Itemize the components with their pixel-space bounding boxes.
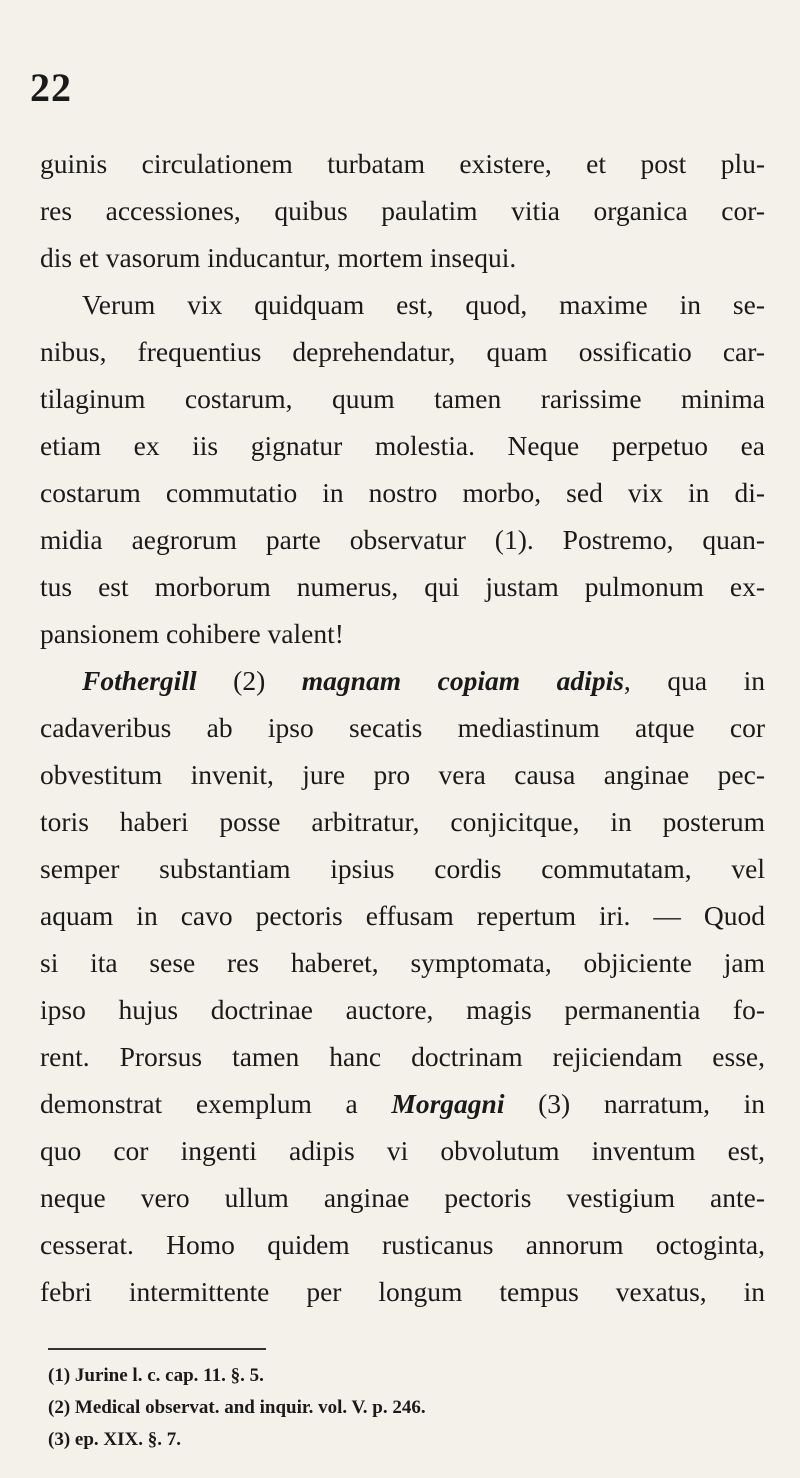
body-text [40,140,765,1315]
text-line: cesserat. Homo quidem rusticanus annorum octoginta, [40,1229,765,1260]
text-line: costarum commutatio in nostro morbo, sed vix in di- [40,477,765,508]
text-line: guinis circulationem turbatam existere, et post plu- [40,148,765,179]
text-line: quo cor ingenti adipis vi obvolutum inventum est, [40,1135,765,1166]
footnote-divider [48,1348,266,1350]
text-line: Verum vix quidquam est, quod, maxime in se- [82,289,765,320]
footnote: (1) Jurine l. c. cap. 11. §. 5. [48,1365,264,1386]
text-line: rent. Prorsus tamen hanc doctrinam rejiciendam esse, [40,1041,765,1072]
author-name-fothergill: Fothergill [82,665,197,696]
author-name-morgagni: Morgagni [391,1088,505,1119]
text-line: aquam in cavo pectoris effusam repertum iri. — Quod [40,900,765,931]
text-line: febri intermittente per longum tempus vexatus, in [40,1276,765,1307]
text-line: toris haberi posse arbitratur, conjicitque, in posterum [40,806,765,837]
text-line: semper substantiam ipsius cordis commutatam, vel [40,853,765,884]
text-line-with-emphasis [40,657,765,704]
page-number: 22 [30,65,72,110]
text-line: si ita sese res haberet, symptomata, objiciente jam [40,947,765,978]
text-line: pansionem cohibere valent! [40,618,344,649]
text-line: tus est morborum numerus, qui justam pulmonum ex- [40,571,765,602]
text-line: nibus, frequentius deprehendatur, quam ossificatio car- [40,336,765,367]
text-line: cadaveribus ab ipso secatis mediastinum atque cor [40,712,765,743]
text-segment: demonstrat exemplum a [40,1088,392,1119]
text-segment: (3) narratum, in [504,1088,765,1119]
footnote: (3) ep. XIX. §. 7. [48,1429,181,1450]
text-line-with-emphasis [40,1080,765,1127]
footnotes [48,1360,748,1456]
text-line: dis et vasorum inducantur, mortem insequi. [40,242,517,273]
text-line: obvestitum invenit, jure pro vera causa anginae pec- [40,759,765,790]
text-line: ipso hujus doctrinae auctore, magis permanentia fo- [40,994,765,1025]
emphasized-phrase: magnam copiam adipis [301,665,624,696]
text-segment: (2) [196,665,302,696]
text-line: tilaginum costarum, quum tamen rarissime minima [40,383,765,414]
text-line: neque vero ullum anginae pectoris vestigium ante- [40,1182,765,1213]
text-line: midia aegrorum parte observatur (1). Postremo, quan- [40,524,765,555]
text-line: etiam ex iis gignatur molestia. Neque perpetuo ea [40,430,765,461]
footnote: (2) Medical observat. and inquir. vol. V. p. 246. [48,1397,426,1418]
text-line: res accessiones, quibus paulatim vitia organica cor- [40,195,765,226]
text-segment: , qua in [623,665,765,696]
